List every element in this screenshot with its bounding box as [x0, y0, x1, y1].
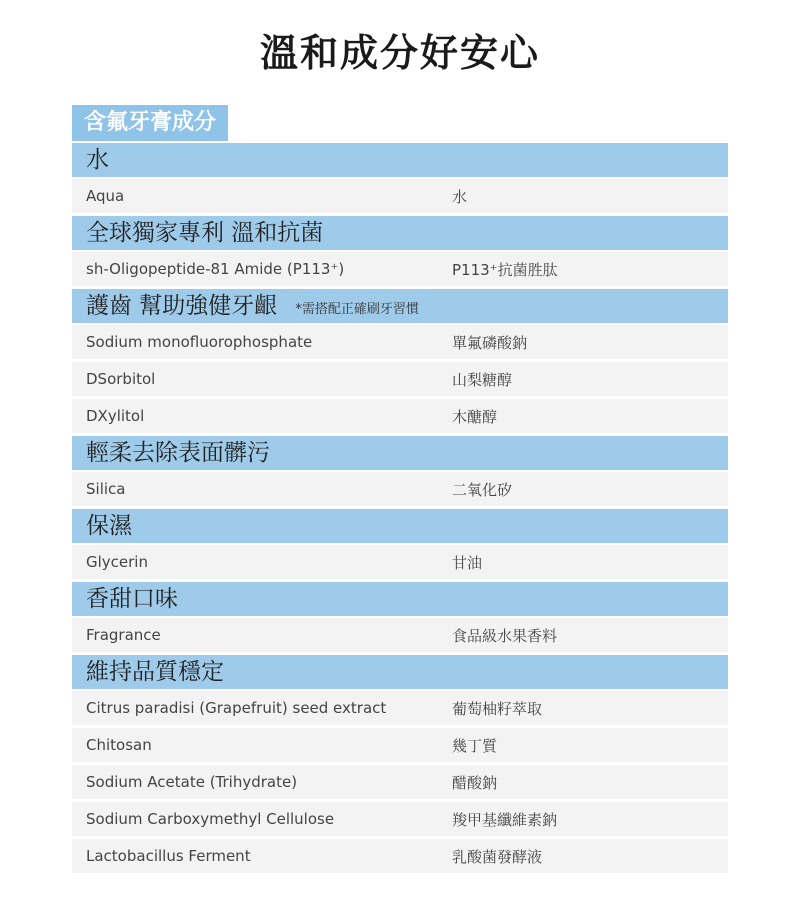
ingredient-english: Sodium Carboxymethyl Cellulose — [86, 810, 335, 828]
category-header — [72, 509, 728, 543]
ingredient-english: Chitosan — [86, 736, 152, 754]
ingredient-english: Fragrance — [86, 626, 161, 644]
ingredient-english: DSorbitol — [86, 370, 156, 388]
category-label: 香甜口味 — [86, 586, 178, 612]
ingredient-english: Silica — [86, 480, 126, 498]
category-header — [72, 216, 728, 250]
ingredient-chinese: 醋酸鈉 — [452, 773, 498, 792]
ingredient-row — [72, 802, 728, 836]
ingredient-row — [72, 765, 728, 799]
ingredient-row — [72, 728, 728, 762]
ingredient-chinese: 單氟磷酸鈉 — [452, 333, 528, 352]
page-title: 溫和成分好安心 — [259, 31, 540, 75]
ingredient-english: Lactobacillus Ferment — [86, 847, 251, 865]
ingredient-row — [72, 691, 728, 725]
category-header — [72, 436, 728, 470]
ingredient-chinese: 羧甲基纖維素鈉 — [452, 810, 558, 829]
ingredient-english: Sodium Acetate (Trihydrate) — [86, 773, 298, 791]
category-header — [72, 143, 728, 177]
category-header — [72, 582, 728, 616]
ingredient-chinese: 甘油 — [452, 553, 483, 572]
category-note: *需搭配正確刷牙習慣 — [295, 302, 419, 317]
category-label: 水 — [86, 147, 109, 173]
section-tag: 含氟牙膏成分 — [72, 105, 228, 141]
ingredient-row — [72, 325, 728, 359]
ingredient-chinese: 葡萄柚籽萃取 — [452, 699, 543, 718]
ingredient-row — [72, 179, 728, 213]
ingredient-english: Citrus paradisi (Grapefruit) seed extract — [86, 699, 387, 717]
ingredients-table — [72, 143, 728, 876]
ingredient-chinese: 木醣醇 — [452, 407, 498, 426]
ingredient-row — [72, 839, 728, 873]
ingredient-chinese: P113⁺抗菌胜肽 — [452, 260, 558, 279]
ingredient-row — [72, 545, 728, 579]
ingredient-row — [72, 252, 728, 286]
ingredient-chinese: 山梨糖醇 — [452, 370, 513, 389]
ingredient-row — [72, 618, 728, 652]
category-label: 保濕 — [86, 513, 132, 539]
ingredient-chinese: 幾丁質 — [452, 736, 498, 755]
ingredient-english: DXylitol — [86, 407, 145, 425]
category-header — [72, 655, 728, 689]
ingredient-row — [72, 399, 728, 433]
ingredient-english: Aqua — [86, 187, 125, 205]
category-label: 全球獨家專利 溫和抗菌 — [86, 220, 324, 246]
category-label: 輕柔去除表面髒污 — [86, 440, 270, 466]
category-label: 護齒 幫助強健牙齦 — [86, 293, 278, 319]
category-header — [72, 289, 728, 323]
ingredient-row — [72, 472, 728, 506]
ingredient-chinese: 食品級水果香料 — [452, 626, 558, 645]
ingredient-english: sh-Oligopeptide-81 Amide (P113⁺) — [86, 260, 345, 278]
ingredient-english: Glycerin — [86, 553, 148, 571]
ingredient-chinese: 乳酸菌發酵液 — [452, 847, 543, 866]
ingredient-english: Sodium monofluorophosphate — [86, 333, 313, 351]
category-label: 維持品質穩定 — [86, 659, 224, 685]
ingredient-row — [72, 362, 728, 396]
ingredient-chinese: 水 — [452, 187, 468, 206]
ingredient-chinese: 二氧化矽 — [452, 480, 513, 499]
